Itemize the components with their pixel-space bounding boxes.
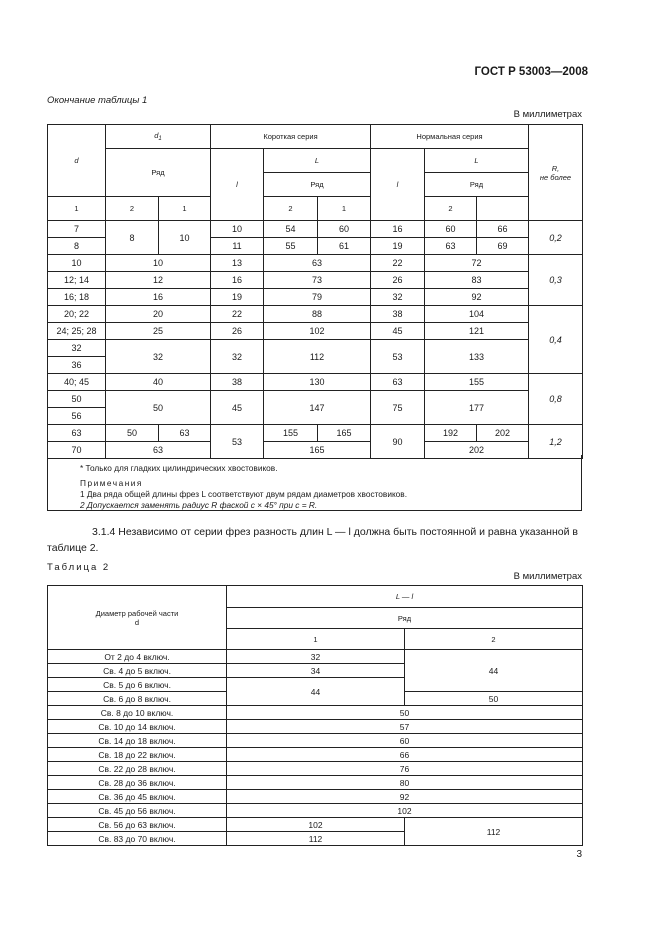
cell: 92 [425,289,529,306]
head-d1-1: 1 [48,197,106,221]
head-short-1: 1 [159,197,211,221]
cell: 1,2 [529,425,583,459]
cell: 50 [405,692,583,706]
cell: 112 [405,818,583,846]
cell: 76 [227,762,583,776]
table-row [48,650,583,664]
cell: Св. 56 до 63 включ. [48,818,227,832]
cell: 16; 18 [48,289,106,306]
cell: От 2 до 4 включ. [48,650,227,664]
head-d1: $d_1$ [106,125,211,149]
table2-units: В миллиметрах [513,571,582,582]
cell: 0,8 [529,374,583,425]
cell: 192 [425,425,477,442]
table-row [48,425,583,442]
cell: 202 [425,442,529,459]
cell: 155 [264,425,318,442]
cell: 80 [227,776,583,790]
head-normal-2: 2 [425,197,477,221]
cell: 83 [425,272,529,289]
cell: 54 [264,221,318,238]
table-row [48,776,583,790]
cell: 79 [264,289,371,306]
table-row [48,323,583,340]
cell: Св. 8 до 10 включ. [48,706,227,720]
cell: 88 [264,306,371,323]
table1 [47,124,583,459]
standard-header: ГОСТ Р 53003—2008 [474,66,588,78]
table-row [48,706,583,720]
cell: 32 [211,340,264,374]
cell: 50 [227,706,583,720]
cell: 22 [371,255,425,272]
cell: 0,3 [529,255,583,306]
cell: 60 [227,734,583,748]
cell: 8 [48,238,106,255]
table-row [48,762,583,776]
head-diameter: Диаметр рабочей части d [48,586,227,650]
cell: 202 [477,425,529,442]
cell: 38 [211,374,264,391]
cell: 0,4 [529,306,583,374]
cell: Св. 36 до 45 включ. [48,790,227,804]
cell: 45 [371,323,425,340]
cell: 112 [227,832,405,846]
cell: 16 [211,272,264,289]
table-row [48,734,583,748]
cell: 75 [371,391,425,425]
head-row: Ряд [227,608,583,629]
cell: 10 [48,255,106,272]
cell: 63 [159,425,211,442]
note-star: * Только для гладких цилиндрических хвостовиков. [80,463,278,473]
table-row [48,255,583,272]
cell: 16 [371,221,425,238]
cell: 20; 22 [48,306,106,323]
table-row [48,391,583,408]
cell: 19 [371,238,425,255]
cell: 50 [48,391,106,408]
note-1: 1 Два ряда общей длины фрез L соответствуют двум рядам диаметров хвостовиков. [80,489,408,499]
cell: 66 [227,748,583,762]
cell: 55 [264,238,318,255]
cell: Св. 5 до 6 включ. [48,678,227,692]
cell: 147 [264,391,371,425]
cell: 40; 45 [48,374,106,391]
cell: 63 [106,442,211,459]
cell: 32 [371,289,425,306]
cell: 0,2 [529,221,583,255]
cell: 72 [425,255,529,272]
head-short-2: 2 [264,197,318,221]
cell: Св. 83 до 70 включ. [48,832,227,846]
table-row [48,272,583,289]
table-row [48,306,583,323]
head-normal-l: l [371,149,425,221]
cell: 44 [405,650,583,692]
table-row [48,818,583,832]
cell: 90 [371,425,425,459]
cell: Св. 28 до 36 включ. [48,776,227,790]
cell: 10 [106,255,211,272]
cell: 63 [371,374,425,391]
cell: 92 [227,790,583,804]
head-short-l: l [211,149,264,221]
cell: Св. 4 до 5 включ. [48,664,227,678]
cell: 60 [318,221,371,238]
cell: 73 [264,272,371,289]
page-number: 3 [576,849,582,860]
cell: 7 [48,221,106,238]
table-row [48,340,583,357]
cell: 155 [425,374,529,391]
cell: 8 [106,221,159,255]
table2 [47,585,583,846]
table-row [48,289,583,306]
cell: 22 [211,306,264,323]
cell: 63 [264,255,371,272]
cell: Св. 6 до 8 включ. [48,692,227,706]
table-row [48,221,583,238]
table-row [48,804,583,818]
cell: Св. 10 до 14 включ. [48,720,227,734]
cell: 63 [48,425,106,442]
cell: 16 [106,289,211,306]
cell: 56 [48,408,106,425]
head-normal-series: Нормальная серия [371,125,529,149]
cell: 60 [425,221,477,238]
cell: 36 [48,357,106,374]
cell: 12 [106,272,211,289]
cell: 102 [227,818,405,832]
cell: 104 [425,306,529,323]
head-normal-1: 1 [318,197,371,221]
cell: 26 [371,272,425,289]
cell: Св. 14 до 18 включ. [48,734,227,748]
head-d: d [48,125,106,197]
cell: 25 [106,323,211,340]
head-d1-row: Ряд [106,149,211,197]
head-normal-row: Ряд [425,173,529,197]
note-2: 2 Допускается заменять радиус R фаской c × 45° при c = R. [80,500,318,510]
head-short-series: Короткая серия [211,125,371,149]
cell: 133 [425,340,529,374]
table-row [48,374,583,391]
table-row [48,748,583,762]
cell: 10 [159,221,211,255]
table-row [48,790,583,804]
cell: 112 [264,340,371,374]
cell: 53 [371,340,425,374]
cell: 165 [264,442,371,459]
cell: 102 [227,804,583,818]
cell: 34 [227,664,405,678]
cell: 10 [211,221,264,238]
cell: 57 [227,720,583,734]
cell: 32 [106,340,211,374]
cell: 69 [477,238,529,255]
cell: 165 [318,425,371,442]
head-row-1: 1 [227,629,405,650]
cell: 40 [106,374,211,391]
table1-notes [47,455,582,511]
cell: 45 [211,391,264,425]
head-r: R, не более [529,125,583,221]
head-short-L: L [264,149,371,173]
cell: 102 [264,323,371,340]
cell: Св. 45 до 56 включ. [48,804,227,818]
cell: 44 [227,678,405,706]
cell: 50 [106,391,211,425]
cell: 63 [425,238,477,255]
head-l-diff: L — l [227,586,583,608]
cell: 12; 14 [48,272,106,289]
cell: Св. 18 до 22 включ. [48,748,227,762]
cell: 26 [211,323,264,340]
table1-units: В миллиметрах [513,109,582,120]
cell: 11 [211,238,264,255]
cell: 38 [371,306,425,323]
cell: 177 [425,391,529,425]
cell: Св. 22 до 28 включ. [48,762,227,776]
cell: 20 [106,306,211,323]
table-row [48,720,583,734]
head-row-2: 2 [405,629,583,650]
cell: 13 [211,255,264,272]
cell: 19 [211,289,264,306]
table2-caption: Таблица 2 [47,562,111,573]
paragraph-3-1-4: 3.1.4 Независимо от серии фрез разность длин L — l должна быть постоянной и равна указанной в таблице 2. [47,526,578,554]
cell: 130 [264,374,371,391]
head-normal-L: L [425,149,529,173]
cell: 32 [227,650,405,664]
cell: 50 [106,425,159,442]
cell: 70 [48,442,106,459]
table1-caption: Окончание таблицы 1 [47,95,148,106]
head-d1-2: 2 [106,197,159,221]
cell: 24; 25; 28 [48,323,106,340]
cell: 53 [211,425,264,459]
cell: 61 [318,238,371,255]
notes-title: Примечания [80,478,143,488]
cell: 121 [425,323,529,340]
cell: 32 [48,340,106,357]
head-short-row: Ряд [264,173,371,197]
cell: 66 [477,221,529,238]
